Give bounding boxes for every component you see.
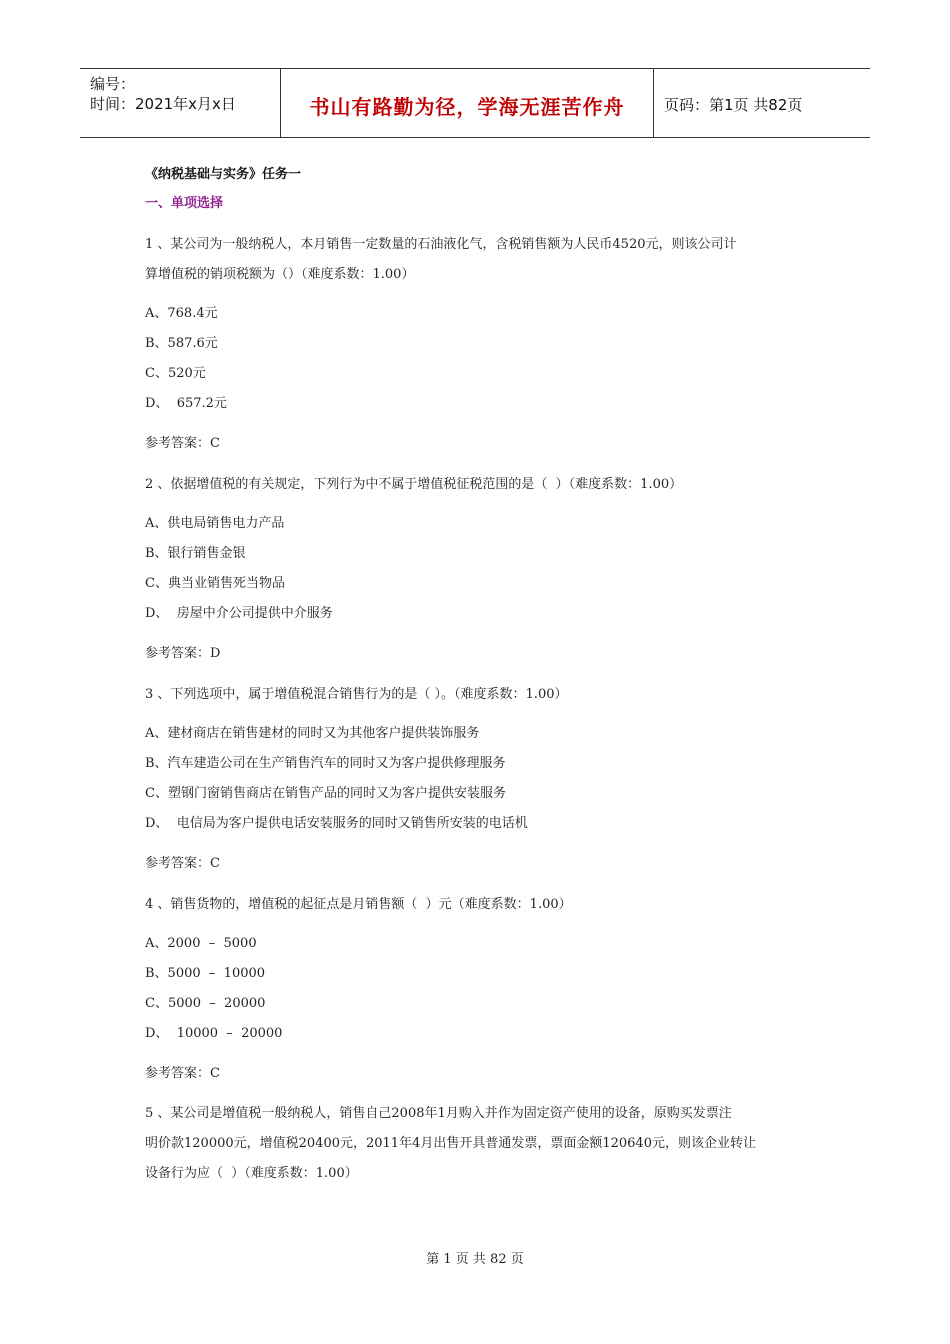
question-1-option-a: A、768.4元 (145, 306, 218, 321)
question-1-stem-line-2: 算增值税的销项税额为（）（难度系数：1.00） (145, 267, 415, 282)
document-number-label: 编号： (90, 75, 136, 93)
question-1-option-c: C、520元 (145, 366, 206, 381)
question-3-answer: 参考答案：C (145, 856, 220, 871)
question-2-option-b: B、银行销售金银 (145, 546, 246, 561)
question-5-stem-line-1: 5 、某公司是增值税一般纳税人，销售自己2008年1月购入并作为固定资产使用的设备，原购买发票注 (145, 1106, 732, 1121)
question-5-stem-line-2: 明价款120000元，增值税20400元，2011年4月出售开具普通发票，票面金额120640元，则该企业转让 (145, 1136, 756, 1151)
question-4-stem-line-1: 4 、销售货物的，增值税的起征点是月销售额（ ）元（难度系数：1.00） (145, 897, 572, 912)
question-3-option-d: D、 电信局为客户提供电话安装服务的同时又销售所安装的电话机 (145, 816, 528, 831)
question-1-option-d: D、 657.2元 (145, 396, 227, 411)
page-footer: 第 1 页 共 82 页 (426, 1252, 524, 1267)
header-page-info: 页码：第1页 共82页 (664, 96, 803, 114)
question-3-option-c: C、塑钢门窗销售商店在销售产品的同时又为客户提供安装服务 (145, 786, 506, 801)
question-1-option-b: B、587.6元 (145, 336, 218, 351)
page-header (80, 68, 870, 138)
question-3-option-b: B、汽车建造公司在生产销售汽车的同时又为客户提供修理服务 (145, 756, 506, 771)
question-4-option-a: A、2000 – 5000 (145, 936, 257, 951)
header-page-cell (654, 69, 870, 137)
question-4-option-c: C、5000 – 20000 (145, 996, 266, 1011)
question-4-option-d: D、 10000 – 20000 (145, 1026, 283, 1041)
question-4-answer: 参考答案：C (145, 1066, 220, 1081)
question-5-stem-line-3: 设备行为应（ ）（难度系数：1.00） (145, 1166, 358, 1181)
header-motto-cell (281, 69, 654, 137)
question-3-option-a: A、建材商店在销售建材的同时又为其他客户提供装饰服务 (145, 726, 480, 741)
question-3-stem-line-1: 3 、下列选项中，属于增值税混合销售行为的是（ ）。（难度系数：1.00） (145, 687, 568, 702)
question-4-option-b: B、5000 – 10000 (145, 966, 266, 981)
question-2-option-c: C、典当业销售死当物品 (145, 576, 285, 591)
question-1-stem-line-1: 1 、某公司为一般纳税人，本月销售一定数量的石油液化气，含税销售额为人民币4520元，则该公司计 (145, 237, 737, 252)
question-1-answer: 参考答案：C (145, 436, 220, 451)
question-2-stem-line-1: 2 、依据增值税的有关规定，下列行为中不属于增值税征税范围的是（ ）（难度系数：1.00） (145, 477, 683, 492)
section-title: 一、单项选择 (145, 196, 224, 211)
document-date-label: 时间：2021年x月x日 (90, 95, 236, 113)
document-title: 《纳税基础与实务》任务一 (145, 167, 302, 182)
header-meta-cell (80, 69, 281, 137)
question-2-option-a: A、供电局销售电力产品 (145, 516, 285, 531)
question-2-answer: 参考答案：D (145, 646, 221, 661)
question-2-option-d: D、 房屋中介公司提供中介服务 (145, 606, 333, 621)
header-motto: 书山有路勤为径，学海无涯苦作舟 (309, 95, 625, 119)
